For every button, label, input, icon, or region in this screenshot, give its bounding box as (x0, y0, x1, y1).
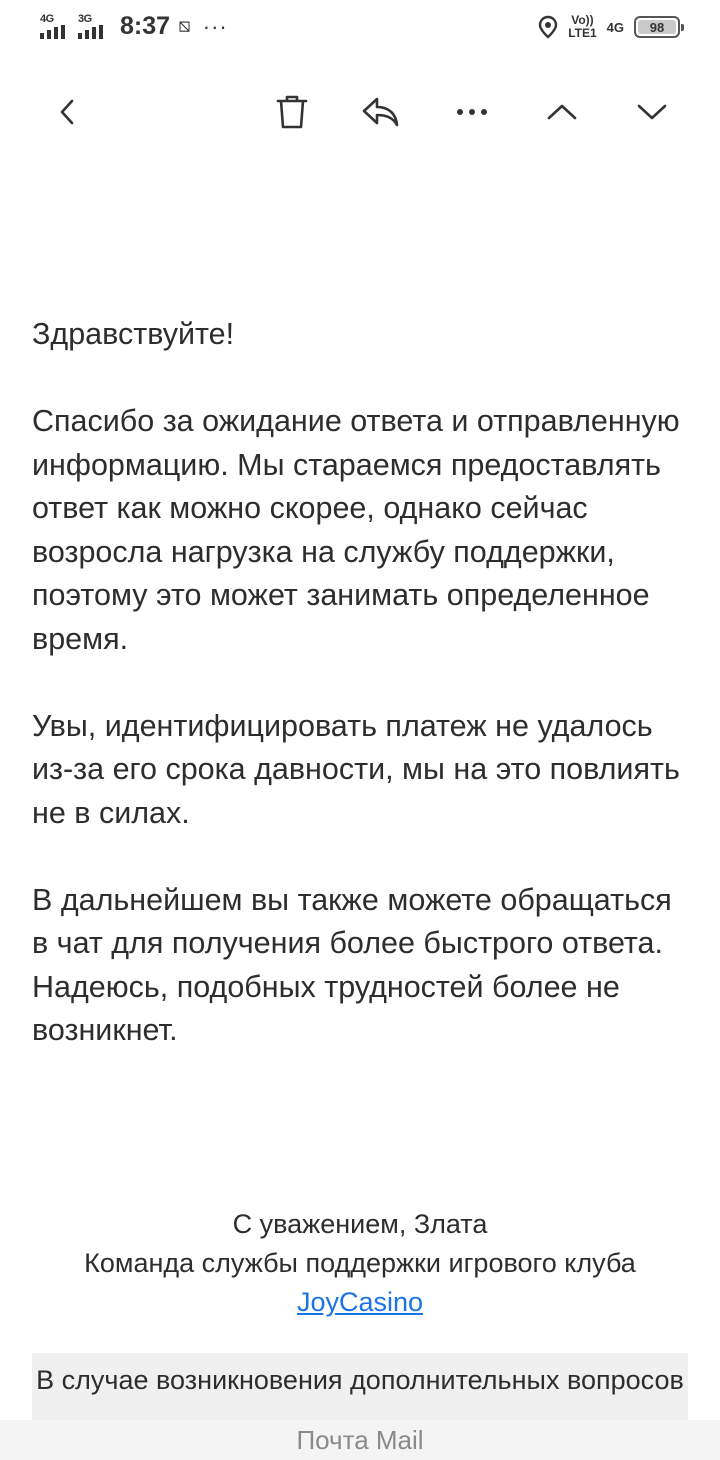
more-button[interactable] (446, 86, 498, 138)
previous-email-button[interactable] (536, 86, 588, 138)
email-paragraph: Спасибо за ожидание ответа и отправленную информацию. Мы стараемся предоставлять ответ как можно скорее, однако сейчас возросла нагрузка на службу поддержки, поэтому это может занимать определенное время. (32, 404, 680, 656)
sim1-network: 4G (40, 12, 54, 25)
back-icon (56, 97, 80, 127)
joycasino-link[interactable]: JoyCasino (296, 1287, 424, 1317)
back-button[interactable] (42, 86, 94, 138)
sim1-signal-icon (40, 13, 72, 41)
mail-toolbar (0, 70, 720, 154)
battery-level: 98 (649, 19, 665, 35)
chevron-down-icon (636, 102, 668, 122)
sim2-network: 3G (78, 12, 92, 25)
email-paragraph: В дальнейшем вы также можете обращаться в чат для получения более быстрого ответа. Надеюсь, подобных трудностей более не возникнет. (32, 882, 672, 1047)
battery-icon (634, 16, 680, 38)
notification-icon: ⧅ (178, 15, 191, 37)
location-icon (538, 15, 558, 39)
status-bar (0, 0, 720, 56)
more-icon (456, 107, 488, 117)
status-time: 8:37 (120, 12, 171, 40)
chevron-up-icon (546, 102, 578, 122)
more-notifications-icon: ··· (202, 13, 228, 39)
reply-button[interactable] (355, 86, 407, 138)
trash-icon (275, 93, 309, 131)
email-signature (0, 1205, 720, 1322)
email-paragraph: Увы, идентифицировать платеж не удалось из-за его срока давности, мы на это повлиять не в силах. (32, 708, 680, 830)
delete-button[interactable] (266, 86, 318, 138)
app-footer: Почта Mail (0, 1420, 720, 1460)
volte-indicator (568, 14, 596, 40)
greeting: Здравствуйте! (32, 317, 235, 351)
volte-bottom: LTE1 (568, 26, 597, 40)
notice-box: В случае возникновения дополнительных вопросов (32, 1353, 688, 1433)
signature-name: С уважением, Злата (232, 1209, 488, 1239)
sim2-signal-icon (78, 13, 110, 41)
next-email-button[interactable] (626, 86, 678, 138)
reply-icon (361, 95, 401, 129)
signature-team: Команда службы поддержки игрового клуба (84, 1248, 636, 1278)
network-4g: 4G (606, 19, 624, 35)
status-right (538, 14, 680, 40)
volte-top: Vo)) (571, 13, 594, 27)
status-left (40, 12, 228, 41)
email-body (32, 313, 692, 1096)
